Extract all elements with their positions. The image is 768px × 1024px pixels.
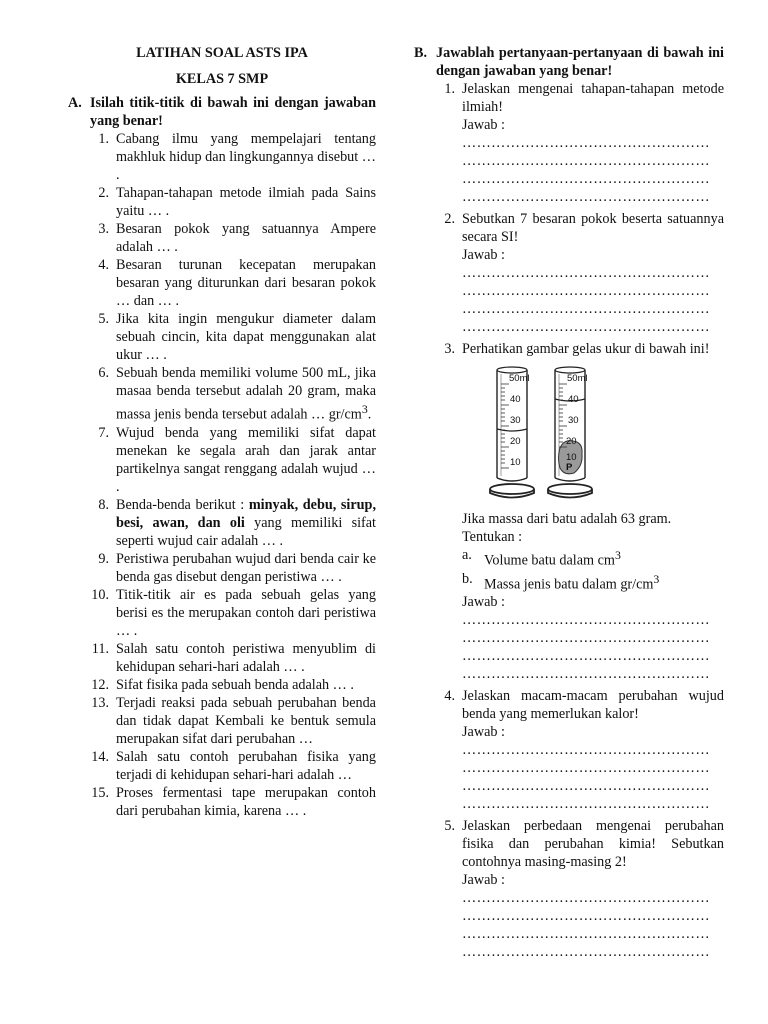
answer-line: …………………………………………… [462, 926, 710, 943]
tentukan-label: Tentukan : [462, 529, 523, 545]
answer-line: …………………………………………… [462, 612, 710, 629]
list-item [68, 496, 376, 550]
item-number: 15. [91, 784, 109, 801]
item-text-bold: minyak, debu, sirup, besi, awan, dan oli [116, 496, 376, 531]
question-text: Jelaskan mengenai tahapan-tahapan metode ilmiah! [462, 81, 724, 115]
item-number: 2. [98, 185, 109, 201]
question-5 [414, 817, 724, 871]
item-text: Tahapan-tahapan metode ilmiah pada Sains yaitu … . [116, 185, 376, 219]
item-number: 6. [98, 365, 109, 381]
left-scale-30: 30 [510, 415, 521, 426]
item-text [116, 496, 376, 550]
section-a-list [68, 130, 376, 820]
item-text-start: Benda-benda berikut : [116, 496, 249, 513]
answer-line: …………………………………………… [462, 319, 710, 335]
list-item [68, 424, 376, 496]
subquestion-b-label: b. [462, 570, 473, 587]
section-b-instruction: Jawablah pertanyaan-pertanyaan di bawah ini dengan jawaban yang benar! [436, 45, 724, 79]
item-text: Peristiwa perubahan wujud dari benda cair ke benda gas disebut dengan peristiwa … . [116, 550, 376, 585]
answer-line: …………………………………………… [462, 648, 710, 665]
answer-line: …………………………………………… [462, 265, 710, 281]
item-text: Cabang ilmu yang mempelajari tentang makhluk hidup dan lingkungannya disebut … . [116, 131, 376, 183]
section-a-label: A. [68, 95, 82, 111]
item-text: Besaran pokok yang satuannya Ampere adalah … . [116, 221, 376, 255]
answer-line: …………………………………………… [462, 944, 710, 961]
answer-line: …………………………………………… [462, 666, 710, 683]
list-item [68, 550, 376, 586]
item-text: Besaran turunan kecepatan merupakan besaran yang diturunkan dari besaran pokok … dan … . [116, 257, 376, 309]
section-b-label: B. [414, 45, 428, 61]
subquestion-b-text [484, 570, 659, 594]
item-text: Jika kita ingin mengukur diameter dalam sebuah cincin, kita dapat menggunakan alat ukur … . [116, 311, 376, 363]
item-text: Titik-titik air es pada sebuah gelas yang berisi es the merupakan contoh dari peristiwa … . [116, 586, 376, 639]
right-scale-10: 10 [566, 452, 577, 463]
page-subtitle: KELAS 7 SMP [175, 71, 269, 87]
item-number: 3. [98, 221, 109, 237]
list-item [68, 364, 376, 424]
item-number: 8. [98, 496, 109, 513]
list-item [68, 694, 376, 748]
right-scale-50: 50ml [567, 373, 588, 384]
subquestion-a-text [484, 546, 621, 570]
subquestion-b [462, 570, 724, 594]
list-item [68, 130, 376, 184]
answer-line: …………………………………………… [462, 908, 710, 925]
jawab-label: Jawab : [462, 594, 505, 611]
item-text [116, 364, 376, 424]
subquestion-a-label: a. [462, 547, 472, 563]
superscript: 3 [614, 548, 621, 562]
item-text-end: . [367, 406, 372, 423]
list-item [68, 184, 376, 220]
section-a-instruction: Isilah titik-titik di bawah ini dengan jawaban yang benar! [90, 95, 376, 129]
item-number: 10. [91, 586, 109, 603]
answer-line: …………………………………………… [462, 135, 710, 151]
question-number: 2. [444, 211, 455, 227]
list-item [68, 220, 376, 256]
question-4 [414, 687, 724, 723]
subquestion-a-main: Volume batu dalam cm [484, 552, 615, 569]
jawab-label: Jawab : [462, 247, 505, 263]
question-number: 5. [444, 818, 455, 835]
jawab-label: Jawab : [462, 872, 505, 889]
question-number: 1. [444, 81, 455, 97]
left-scale-20: 20 [510, 436, 521, 447]
item-text: Salah satu contoh peristiwa menyublim di kehidupan sehari-hari adalah … . [116, 640, 376, 675]
question-number: 3. [444, 341, 455, 357]
list-item [68, 310, 376, 364]
subquestion-b-main: Massa jenis batu dalam gr/cm [484, 576, 654, 593]
question-2 [414, 210, 724, 246]
question-3 [414, 340, 724, 358]
item-text: Salah satu contoh perubahan fisika yang terjadi di kehidupan sehari-hari adalah … [116, 748, 376, 783]
question-text: Sebutkan 7 besaran pokok beserta satuannya secara SI! [462, 211, 724, 245]
answer-line: …………………………………………… [462, 301, 710, 317]
item-number: 1. [98, 131, 109, 147]
item-number: 11. [91, 640, 109, 657]
question-text: Jelaskan macam-macam perubahan wujud benda yang memerlukan kalor! [462, 688, 724, 723]
item-text: Wujud benda yang memiliki sifat dapat menekan ke segala arah dan jarak antar partikelnya sangat renggang adalah wujud … . [116, 424, 376, 495]
question-1 [414, 80, 724, 116]
section-a-heading [68, 94, 376, 130]
question-text: Perhatikan gambar gelas ukur di bawah ini! [462, 341, 710, 357]
answer-line: …………………………………………… [462, 630, 710, 647]
answer-line: …………………………………………… [462, 778, 710, 795]
right-scale-20: 20 [566, 436, 577, 447]
item-number: 13. [91, 694, 109, 711]
list-item [68, 586, 376, 640]
item-text: Terjadi reaksi pada sebuah perubahan benda dan tidak dapat Kembali ke bentuk semula merupakan sifat dari perubahan … [116, 694, 376, 747]
item-text-end: yang memiliki sifat seperti wujud cair adalah … . [116, 514, 376, 549]
item-number: 12. [91, 676, 109, 693]
item-text: Proses fermentasi tape merupakan contoh dari perubahan kimia, karena … . [116, 784, 376, 819]
answer-line: …………………………………………… [462, 760, 710, 777]
superscript: 3 [653, 571, 660, 586]
item-number: 14. [91, 748, 109, 765]
answer-line: …………………………………………… [462, 171, 710, 187]
answer-line: …………………………………………… [462, 796, 710, 813]
left-column [68, 44, 376, 820]
list-item [68, 256, 376, 310]
item-text: Sifat fisika pada sebuah benda adalah … . [116, 676, 354, 693]
stone-label: P [566, 462, 573, 473]
item-number: 7. [98, 424, 109, 441]
left-scale-50: 50ml [509, 373, 530, 384]
list-item [68, 748, 376, 784]
question-text: Jelaskan perbedaan mengenai perubahan fisika dan perubahan kimia! Sebutkan contohnya masing-masing 2! [462, 818, 724, 871]
right-scale-30: 30 [568, 415, 579, 426]
left-scale-40: 40 [510, 394, 521, 405]
list-item [68, 640, 376, 676]
section-b-heading [414, 44, 724, 80]
cylinder-right [548, 367, 592, 498]
answer-line: …………………………………………… [462, 189, 710, 205]
question-3-info: Jika massa dari batu adalah 63 gram. [462, 511, 672, 527]
jawab-label: Jawab : [462, 724, 505, 741]
answer-line: …………………………………………… [462, 742, 710, 759]
list-item [68, 676, 376, 694]
subquestion-a [462, 546, 724, 570]
jawab-label: Jawab : [462, 117, 505, 133]
answer-line: …………………………………………… [462, 283, 710, 299]
right-scale-40: 40 [568, 394, 579, 405]
item-number: 9. [98, 550, 109, 567]
answer-line: …………………………………………… [462, 890, 710, 907]
right-column [414, 44, 724, 961]
item-number: 5. [98, 311, 109, 327]
left-scale-10: 10 [510, 457, 521, 468]
item-text-main: Sebuah benda memiliki volume 500 mL, jika masaa benda tersebut adalah 20 gram, maka massa jenis benda tersebut adalah … gr/cm [116, 365, 376, 423]
item-number: 4. [98, 257, 109, 273]
question-number: 4. [444, 688, 455, 705]
page-title: LATIHAN SOAL ASTS IPA [136, 45, 308, 61]
answer-line: …………………………………………… [462, 153, 710, 169]
cylinder-left [490, 367, 534, 498]
measuring-cylinders-figure [480, 362, 604, 504]
superscript: 3 [361, 402, 368, 416]
list-item [68, 784, 376, 820]
